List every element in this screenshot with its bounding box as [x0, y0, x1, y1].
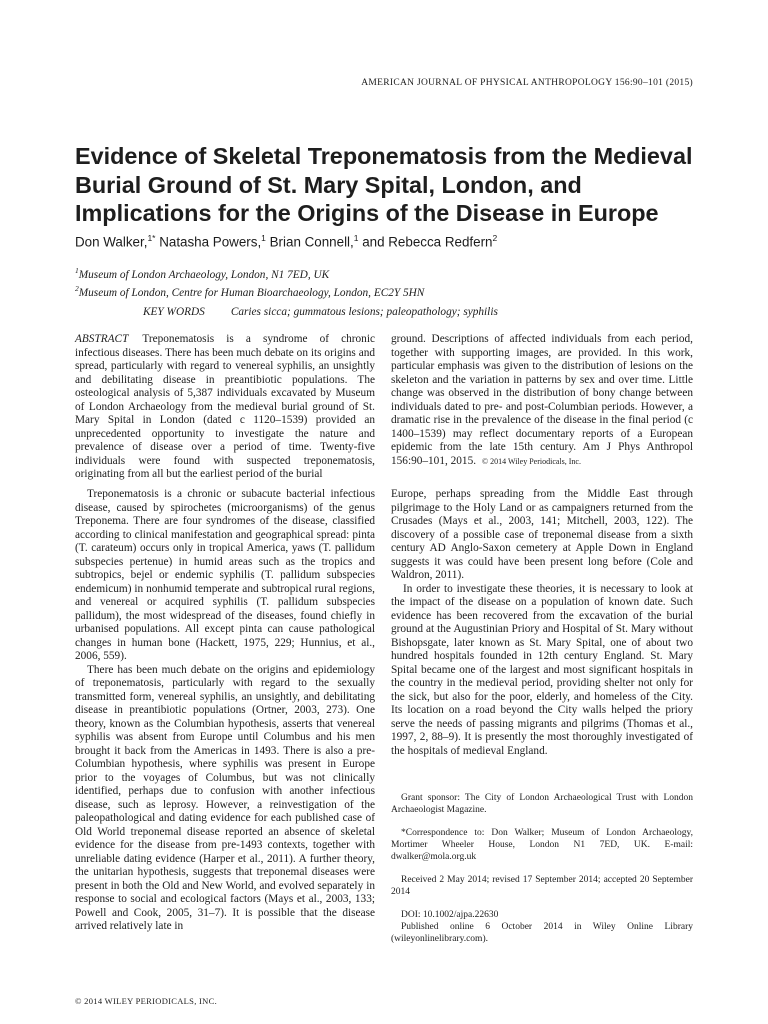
keywords-label: KEY WORDS [143, 306, 205, 318]
author-name: and Rebecca Redfern [358, 234, 493, 250]
abstract-copyright: © 2014 Wiley Periodicals, Inc. [482, 456, 581, 466]
publication-info: Published online 6 October 2014 in Wiley Online Library (wileyonlinelibrary.com). [391, 922, 693, 944]
abstract-text: Treponematosis is a syndrome of chronic infectious diseases. There has been much debate on its origins and spread, particularly with regard to venereal syphilis, an unsightly and debilitating disease in preantibiotic populations. The osteological analysis of 5,387 individuals excavated by Museum of London Archaeology from the medieval burial ground of St. Mary Spital in London (dated c 1120–1539) provided an unprecedented opportunity to investigate the nature and prevalence of disease over a period of time. Twenty-five individuals were found with suspected treponematosis, originating from all but the earliest period of the burial [75, 333, 375, 480]
body-paragraph: Europe, perhaps spreading from the Middle East through pilgrimage to the Holy Land or as campaigners returned from the Crusades (Mays et al., 2003, 141; Mitchell, 2003, 122). The discovery of a possible case of treponemal disease from a sixth century AD Anglo-Saxon cemetery at Apple Down in England suggests it was could have been present long before (Cole and Waldron, 2011). [391, 488, 693, 581]
author-name: Natasha Powers, [155, 234, 262, 250]
body-paragraph: Treponematosis is a chronic or subacute bacterial infectious disease, caused by spirochetes (microorganisms) of the genus Treponema. There are four syndromes of the disease, classified according to clinical manifestation and geographical spread: pinta (T. carateum) occurs only in tropical America, yaws (T. pallidum subspecies pertenue) in humid areas such as the tropics and subtropics, bejel or endemic syphilis (T. pallidum subspecies endemicum) in nonhumid temperate and subtropical rural regions, and venereal or acquired syphilis (T. pallidum subspecies pallidum), the most widespread of the diseases, found chiefly in urbanised populations. All except pinta can cause pathological changes in human bone (Hackett, 1975, 229; Hunnius, et al., 2006, 559). [75, 488, 375, 662]
received-dates: Received 2 May 2014; revised 17 September 2014; accepted 20 September 2014 [391, 875, 693, 897]
footer-copyright: © 2014 WILEY PERIODICALS, INC. [75, 996, 218, 1006]
affiliation-marker: 2 [75, 284, 79, 294]
author-name: Don Walker, [75, 234, 148, 250]
affiliations [75, 264, 424, 301]
author-affiliation-marker: 2 [492, 233, 498, 243]
keywords-list: Caries sicca; gummatous lesions; paleopathology; syphilis [230, 306, 498, 318]
doi: DOI: 10.1002/ajpa.22630 [401, 910, 499, 920]
affiliation-text: Museum of London, Centre for Human Bioarchaeology, London, EC2Y 5HN [78, 287, 425, 300]
abstract-label: ABSTRACT [75, 333, 129, 345]
grant-note: Grant sponsor: The City of London Archaeological Trust with London Archaeologist Magazine. [391, 793, 693, 815]
correspondence-note: *Correspondence to: Don Walker; Museum of London Archaeology, Mortimer Wheeler House, London N1 7ED, UK. E-mail: dwalker@mola.org.uk [391, 828, 693, 862]
keywords [143, 306, 498, 318]
footnotes [391, 792, 693, 956]
body-right-column [391, 488, 693, 758]
author-name: Brian Connell, [265, 234, 354, 250]
affiliation-text: Museum of London Archaeology, London, N1 7ED, UK [78, 268, 330, 281]
affiliation-marker: 1 [75, 266, 79, 275]
author-affiliation-marker: 1* [147, 233, 156, 243]
abstract-right-column [391, 333, 693, 468]
author-list [75, 233, 497, 249]
article-title: Evidence of Skeletal Treponematosis from the Medieval Burial Ground of St. Mary Spital, London, and Implications for the Origins of the Disease in Europe [75, 143, 693, 226]
abstract-left-column [75, 333, 375, 482]
body-paragraph: In order to investigate these theories, it is necessary to look at the impact of the disease on a population of known date. Such evidence has been recovered from the excavation of the burial ground at the Augustinian Priory and Hospital of St. Mary without Bishopsgate, later known as St. Mary Spital, one of about two hundred hospitals founded in 12th century England. St. Mary Spital became one of the largest and most significant hospitals in the country in the medieval period, providing shelter not only for the sick, but also for the poor, elderly, and homeless of the City. Its location on a road beyond the City walls helped the priory serve the needs of passing migrants and pilgrims (Thomas et al., 1997, 2, 88–9). It is presently the most thoroughly investigated of the hospitals of medieval England. [391, 582, 693, 757]
abstract-text: ground. Descriptions of affected individuals from each period, together with supporting images, are provided. In this work, particular emphasis was given to the distribution of lesions on the skeleton and the variation in patterns by sex and over time. Little change was observed in the distribution of bony change between individuals dated to pre- and post-Columbian periods. However, a dramatic rise in the prevalence of the disease in the final period (c 1400–1539) may reflect documentary reports of a European epidemic from the late 15th century. Am J Phys Anthropol 156:90–101, 2015. [391, 333, 693, 467]
affiliation [75, 264, 424, 282]
body-left-column [75, 488, 375, 934]
author-affiliation-marker: 1 [353, 233, 359, 243]
body-paragraph: There has been much debate on the origins and epidemiology of treponematosis, particularly with regard to the sexually transmitted form, venereal syphilis, an unsightly, and debilitating disease in preantibiotic populations (Ortner, 2003, 273). One theory, known as the Columbian hypothesis, asserts that venereal syphilis was absent from Europe until Columbus and his men brought it back from the Americas in 1493. There is also a pre-Columbian hypothesis, where syphilis was present in Europe prior to the voyages of Columbus, but was not clinically identified, perhaps due to confusion with another infectious disease, such as leprosy. However, a reinvestigation of the paleopathological and dating evidence for each published case of Old World treponemal disease reported an absence of skeletal evidence for the disease from pre-1493 contexts, together with unreliable dating evidence (Harper et al., 2011). A further theory, the unitarian hypothesis, suggests that treponemal diseases were present in both the Old and New World, and evolved separately in response to social and ecological factors (Mays et al., 2003, 133; Powell and Cook, 2005, 31–7). It is possible that the disease arrived relatively late in [75, 663, 375, 932]
running-head: AMERICAN JOURNAL OF PHYSICAL ANTHROPOLOGY 156:90–101 (2015) [361, 78, 693, 88]
affiliation [75, 282, 424, 300]
author-affiliation-marker: 1 [261, 233, 266, 243]
